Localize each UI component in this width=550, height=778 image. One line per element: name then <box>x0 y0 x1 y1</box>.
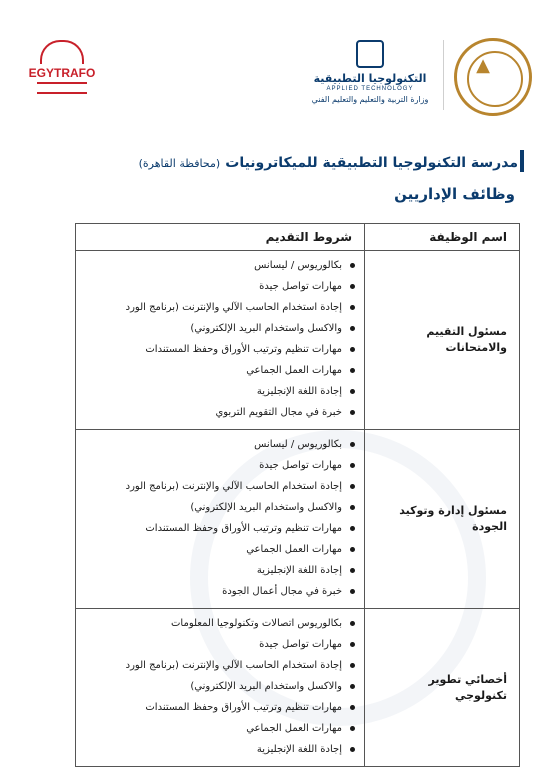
applied-technology-english: APPLIED TECHNOLOGY <box>326 86 414 92</box>
applied-technology-icon <box>356 40 384 68</box>
condition-item: مهارات تنظيم وترتيب الأوراق وحفظ المستندات <box>84 518 342 539</box>
condition-item: إجادة استخدام الحاسب الآلي والإنترنت (برنامج الورد <box>84 655 342 676</box>
condition-item: خبرة في مجال أعمال الجودة <box>84 581 342 602</box>
conditions-list <box>84 255 356 423</box>
job-title-cell: مسئول التقييم والامتحانات <box>365 251 520 430</box>
job-title-cell: أخصائي تطوير تكنولوجي <box>365 609 520 767</box>
table-header-row <box>76 224 520 251</box>
condition-item: إجادة اللغة الإنجليزية <box>84 739 342 760</box>
condition-item: مهارات تواصل جيدة <box>84 455 342 476</box>
condition-item: مهارات تنظيم وترتيب الأوراق وحفظ المستندات <box>84 339 342 360</box>
conditions-cell <box>76 251 365 430</box>
condition-item: بكالوريوس / ليسانس <box>84 434 342 455</box>
condition-item: إجادة استخدام الحاسب الآلي والإنترنت (برنامج الورد <box>84 476 342 497</box>
header-divider <box>443 40 444 110</box>
condition-item: والاكسل واستخدام البريد الإلكتروني) <box>84 676 342 697</box>
condition-item: والاكسل واستخدام البريد الإلكتروني) <box>84 318 342 339</box>
section-title: وظائف الإداريين <box>394 185 515 203</box>
condition-item: مهارات تنظيم وترتيب الأوراق وحفظ المستندات <box>84 697 342 718</box>
condition-item: خبرة في مجال التقويم التربوي <box>84 402 342 423</box>
school-governorate: (محافظة القاهرة) <box>138 157 221 170</box>
conditions-cell <box>76 430 365 609</box>
condition-item: مهارات العمل الجماعي <box>84 718 342 739</box>
egytrafo-mark-icon <box>40 40 84 64</box>
condition-item: بكالوريوس اتصالات وتكنولوجيا المعلومات <box>84 613 342 634</box>
job-column-header: اسم الوظيفة <box>365 224 520 251</box>
condition-item: مهارات تواصل جيدة <box>84 276 342 297</box>
eagle-icon: ▲ <box>476 55 490 76</box>
conditions-cell <box>76 609 365 767</box>
ministry-name: وزارة التربية والتعليم والتعليم الفني <box>311 95 429 104</box>
condition-item: والاكسل واستخدام البريد الإلكتروني) <box>84 497 342 518</box>
school-title <box>48 152 518 171</box>
school-name: مدرسة التكنولوجيا التطبيقية للميكاترونيات <box>225 155 518 171</box>
condition-item: إجادة استخدام الحاسب الآلي والإنترنت (برنامج الورد <box>84 297 342 318</box>
conditions-list <box>84 613 356 760</box>
condition-item: مهارات تواصل جيدة <box>84 634 342 655</box>
table-row <box>76 609 520 767</box>
jobs-table <box>75 223 520 767</box>
conditions-list <box>84 434 356 602</box>
condition-item: إجادة اللغة الإنجليزية <box>84 381 342 402</box>
applied-technology-logo <box>300 40 440 104</box>
egytrafo-label: EGYTRAFO <box>28 66 96 80</box>
condition-item: بكالوريوس / ليسانس <box>84 255 342 276</box>
applied-technology-arabic: التكنولوجيا التطبيقية <box>313 72 427 85</box>
job-title-cell: مسئول إدارة وتوكيد الجودة <box>365 430 520 609</box>
condition-item: مهارات العمل الجماعي <box>84 360 342 381</box>
title-accent-bar <box>520 150 524 172</box>
page-header <box>0 0 550 125</box>
egytrafo-logo <box>22 40 102 94</box>
table-row <box>76 251 520 430</box>
table-row <box>76 430 520 609</box>
egytrafo-base <box>37 82 87 94</box>
conditions-column-header: شروط التقديم <box>76 224 365 251</box>
table-body <box>76 251 520 767</box>
condition-item: مهارات العمل الجماعي <box>84 539 342 560</box>
condition-item: إجادة اللغة الإنجليزية <box>84 560 342 581</box>
ministry-seal <box>454 38 532 116</box>
